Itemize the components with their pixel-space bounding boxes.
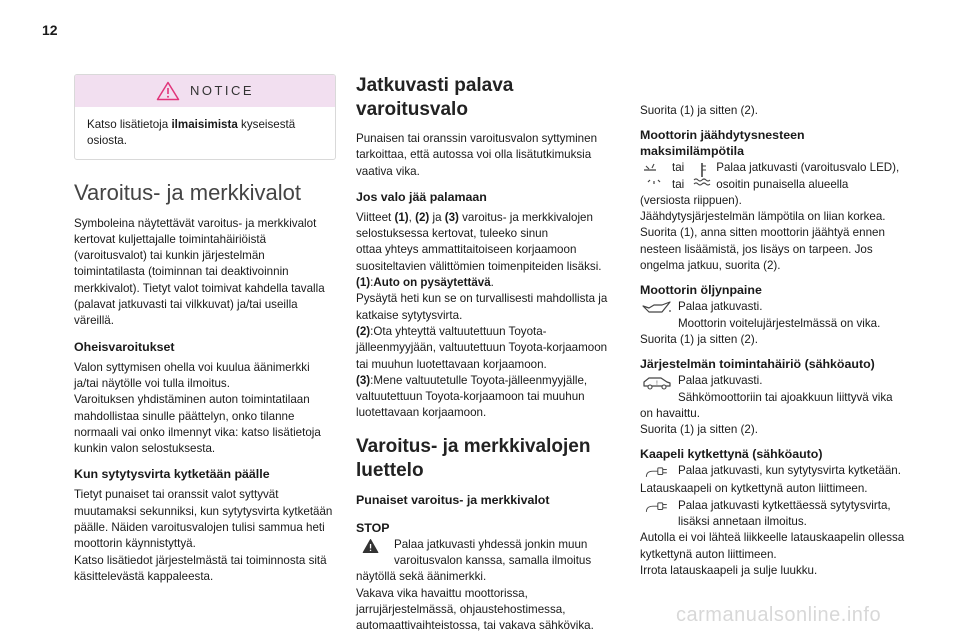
subheading-jaa: Jos valo jää palamaan <box>356 189 487 204</box>
system-fault-text-2: Sähkömoottoriin tai ajoakkuun liittyvä vika <box>678 390 893 404</box>
notice-box <box>74 74 336 160</box>
column-left <box>74 74 336 585</box>
ref-3-text: :Mene valtuutetulle Toyota-jälleenmyyjälle, valtuutettuun Toyota-korjaamoon tai muuhun luotettavaan korjaamoon. <box>356 373 588 420</box>
notice-text: Katso lisätietoja <box>87 118 172 131</box>
oil-text-3: Suorita (1) ja sitten (2). <box>640 332 758 346</box>
ref-1-sep: : <box>370 276 374 290</box>
cable-title: Kaapeli kytkettynä (sähköauto) <box>640 447 823 462</box>
cable-text-2: Latauskaapeli on kytkettynä auton liittimeen. <box>640 482 868 496</box>
jatkuva-intro: Punaisen tai oranssin varoitusvalon syttyminen tarkoittaa, että autossa voi olla lisätutkimuksia vaativa vika. <box>356 132 598 178</box>
jaa-text: Viitteet <box>356 210 395 224</box>
stop-title: STOP <box>356 520 390 535</box>
coolant-text-1: Palaa jatkuvasti (varoitusvalo LED), osoitin punaisella alueella <box>716 161 900 191</box>
ref-1-text: Auto on pysäytettävä <box>373 276 491 290</box>
oil-text-2: Moottorin voitelujärjestelmässä on vika. <box>678 316 881 330</box>
oheis-paragraph-2: Varoituksen yhdistäminen auton toimintatilaan mahdollistaa sinulle päättelyn, onko tilanne normaali vai onko ilmennyt vika: katso lisätietoja kunkin valon selostuksesta. <box>74 393 321 456</box>
oil-title: Moottorin öljynpaine <box>640 283 762 298</box>
section-heading-jatkuva: Jatkuvasti palava varoitusvalo <box>356 75 514 120</box>
tai-label-2: tai <box>672 177 685 191</box>
ref-3: (3) <box>444 210 459 224</box>
ref-1-label: (1) <box>356 276 371 290</box>
intro-paragraph: Symboleina näytettävät varoitus- ja merkkivalot kertovat kuljettajalle toimintahäiriöistä (varoitusvalot) tai kunkin järjestelmän toimintatilasta (toiminnan tai deaktivoinnin merkkivalot). Tietyt valot toimivat kahdella tavalla (palavat jatkuvasti tai vilkkuvat) ja/tai useilla väreillä. <box>74 216 325 328</box>
section-heading-luettelo: Varoitus- ja merkkivalojen luettelo <box>356 435 591 481</box>
cable-text-1: Palaa jatkuvasti, kun sytytysvirta kytketään. <box>678 464 901 478</box>
system-fault-title: Järjestelmän toimintahäiriö (sähköauto) <box>640 357 875 372</box>
system-fault-item <box>640 373 906 406</box>
sytytys-paragraph-2: Katso lisätiedot järjestelmästä tai toiminnosta sitä käsittelevästä kappaleesta. <box>74 553 327 583</box>
system-fault-text-block <box>678 373 893 406</box>
cable-text-4: Autolla ei voi lähteä liikkeelle latauskaapelin ollessa kytkettynä auton liittimeen. <box>640 531 905 561</box>
jaa-text: , <box>408 210 416 224</box>
coolant-gauge-icon <box>640 160 672 190</box>
watermark-footer[interactable]: carmanualsonline.info <box>676 604 882 626</box>
subheading-oheis: Oheisvaroitukset <box>74 339 175 354</box>
svg-text:!: ! <box>656 381 658 388</box>
warning-triangle-icon <box>156 81 180 101</box>
coolant-title: Moottorin jäähdytysnesteen maksimilämpötila <box>640 128 805 159</box>
ref-3-label: (3) <box>356 373 371 387</box>
column-middle <box>356 74 620 635</box>
notice-text-bold: ilmaisimista <box>171 118 238 131</box>
subheading-sytytys: Kun sytytysvirta kytketään päälle <box>74 467 270 482</box>
cable-item-1 <box>640 463 906 481</box>
coolant-text-4: Suorita (1), anna sitten moottorin jäähtyä ennen nesteen lisäämistä, jos lisäys on tarpeen. Jos ongelma jatkuu, suorita (2). <box>640 226 885 273</box>
section-heading: Varoitus- ja merkkivalot <box>74 179 301 205</box>
jaa-text: ja <box>429 210 445 224</box>
cable-text-3: Palaa jatkuvasti kytkettäessä sytytysvirta, lisäksi annetaan ilmoitus. <box>678 498 891 529</box>
coolant-text-2: (versiosta riippuen). <box>640 193 742 207</box>
system-fault-text-1: Palaa jatkuvasti. <box>678 374 763 388</box>
car-fault-icon <box>640 373 674 391</box>
ref-1-paragraph: Pysäytä heti kun se on turvallisesti mahdollista ja katkaise sytytysvirta. <box>356 292 608 322</box>
coolant-temperature-icon <box>690 160 716 190</box>
ref-1: (1) <box>394 210 409 224</box>
stop-text-1: Palaa jatkuvasti yhdessä jonkin muun varoitusvalon kanssa, samalla ilmoitus <box>394 537 592 568</box>
notice-text-end: kyseisestä osiosta. <box>87 118 296 148</box>
stop-item <box>356 537 620 570</box>
coolant-text-3: Jäähdytysjärjestelmän lämpötila on liian korkea. <box>640 210 886 224</box>
cable-text-5: Irrota latauskaapeli ja sulje luukku. <box>640 563 818 577</box>
top-line: Suorita (1) ja sitten (2). <box>640 104 758 117</box>
column-right <box>640 103 906 579</box>
ref-2-text: :Ota yhteyttä valtuutettuun Toyota-jälleenmyyjään, valtuutettuun Toyota-korjaamoon tai muuhun luotettavaan korjaamoon. <box>356 324 608 371</box>
cable-item-2 <box>640 498 906 531</box>
ref-2: (2) <box>415 210 430 224</box>
oil-text-block <box>678 299 880 332</box>
jaa-paragraph-1 <box>356 210 620 243</box>
oil-text-1: Palaa jatkuvasti. <box>678 300 763 314</box>
ref-2-line <box>356 324 620 373</box>
notice-header <box>75 75 335 107</box>
subheading-red: Punaiset varoitus- ja merkkivalot <box>356 492 550 507</box>
jaa-paragraph-2: ottaa yhteys ammattitaitoiseen korjaamoon suositeltavien välittömien toimenpiteiden lisäksi. <box>356 243 602 273</box>
jaa-text: varoitus- ja merkkivalojen selostuksessa kertovat, tuleeko sinun <box>356 210 593 241</box>
oil-item <box>640 299 906 332</box>
system-fault-text-3: on havaittu. <box>640 406 700 420</box>
tai-label-1: tai <box>672 161 685 175</box>
alternatives <box>672 160 684 193</box>
stop-text-2: näytöllä sekä äänimerkki. <box>356 570 487 584</box>
stop-warning-icon <box>356 537 390 555</box>
notice-title: NOTICE <box>189 82 255 98</box>
ref-1-line <box>356 275 620 291</box>
sytytys-paragraph-1: Tietyt punaiset tai oranssit valot syttyvät muutamaksi sekunniksi, kun sytytysvirta kytketään päälle. Näiden varoitusvalojen tulisi sammua heti moottorin käynnistyttyä. <box>74 488 333 551</box>
notice-body <box>75 107 335 159</box>
oil-can-icon <box>640 299 674 317</box>
ref-2-label: (2) <box>356 324 371 338</box>
ref-3-line <box>356 373 620 422</box>
ref-1-end: . <box>490 276 494 290</box>
charging-cable-icon <box>640 463 674 481</box>
oheis-paragraph-1: Valon syttymisen ohella voi kuulua äänimerkki ja/tai näytölle voi tulla ilmoitus. <box>74 360 310 390</box>
charging-cable-icon-2 <box>640 498 674 516</box>
page-number: 12 <box>42 22 58 38</box>
coolant-item <box>640 160 906 193</box>
system-fault-text-4: Suorita (1) ja sitten (2). <box>640 423 758 437</box>
stop-text-3: Vakava vika havaittu moottorissa, jarrujärjestelmässä, ohjaustehostimessa, automaattivaihteistossa, tai vakava sähkövika. <box>356 586 594 633</box>
